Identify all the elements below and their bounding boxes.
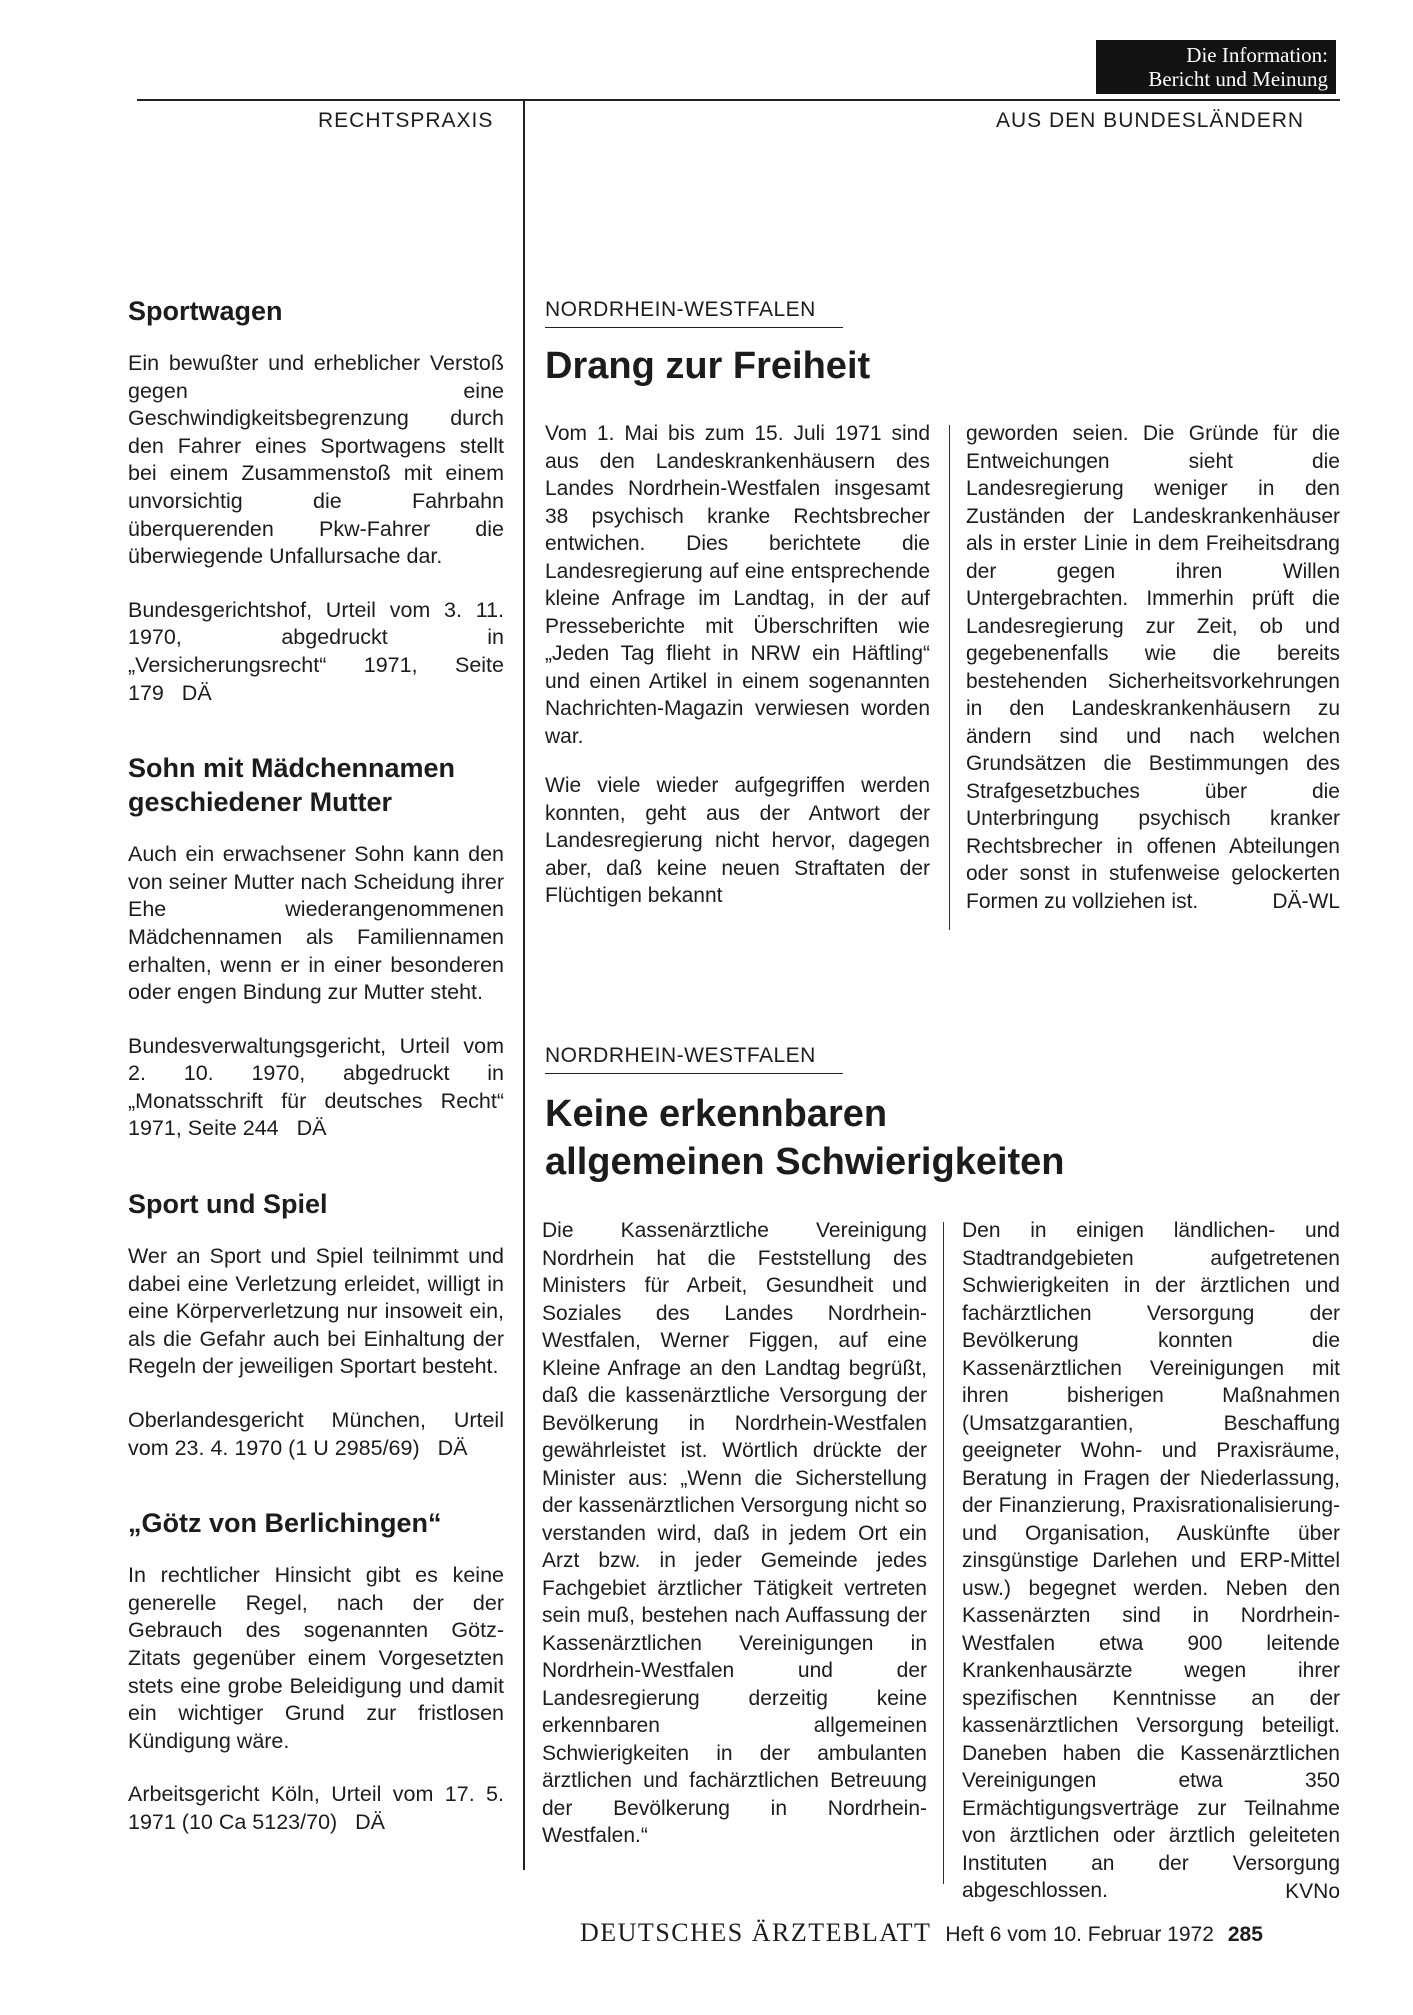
legal-item-citation: Oberlandesgericht München, Urteil vom 23. 4. 1970 (1 U 2985/69) DÄ xyxy=(128,1408,504,1460)
article-2-headline xyxy=(545,1090,1065,1186)
article-1-headline: Drang zur Freiheit xyxy=(545,345,871,387)
top-rule xyxy=(137,99,1340,101)
headline-line: Keine erkennbaren xyxy=(545,1093,888,1135)
badge-line-1: Die Information: xyxy=(1186,43,1328,67)
signature: DÄ xyxy=(437,1435,468,1460)
legal-item xyxy=(128,294,504,707)
left-column xyxy=(128,294,504,1837)
legal-item-heading: Sohn mit Mädchennamen geschiedener Mutter xyxy=(128,753,456,818)
signature: DÄ-WL xyxy=(1272,890,1340,913)
article-2-paragraph: Die Kassenärztliche Vereinigung Nordrhein hat die Feststellung des Ministers für Arbeit, Gesundheit und Soziales des Landes Nordrhein-Westfalen, Werner Figgen, auf eine Kleine Anfrage an den Landtag begrüßt, daß die kassenärztliche Versorgung der Bevölkerung in Nordrhein-Westfalen gewährleistet ist. Wörtlich drückte der Minister aus: „Wenn die Sicherstellung der kassenärztlichen Versorgung nicht so verstanden wird, daß in jedem Ort ein Arzt bzw. in jeder Gemeinde jedes Fachgebiet ärztlicher Tätigkeit vertreten sein muß, bestehen nach Auffassung der Kassenärztlichen Vereinigungen in Nordrhein-Westfalen und der Landesregierung derzeitig keine erkennbaren allgemeinen Schwierigkeiten in der ambulanten ärztlichen und fachärztlichen Betreuung der Bevölkerung in Nordrhein-Westfalen.“ xyxy=(542,1219,927,1847)
article-1-column-rule xyxy=(949,425,950,930)
page-number: 285 xyxy=(1227,1923,1263,1946)
legal-item xyxy=(128,1506,504,1836)
legal-item-body: Ein bewußter und erheblicher Verstoß gegen eine Geschwindigkeitsbegrenzung durch den Fahrer eines Sportwagens stellt bei einem Zusammenstoß mit einem unvorsichtig die Fahrbahn überquerenden Pkw-Fahrer die überwiegende Unfallursache dar. xyxy=(128,351,504,569)
article-1-column-2 xyxy=(966,420,1340,916)
legal-item-body: In rechtlicher Hinsicht gibt es keine generelle Regel, nach der der Gebrauch des sogenannten Götz-Zitats gegenüber einem Vorgesetzten stets eine grobe Beleidigung und damit ein wichtiger Grund zur fristlosen Kündigung wäre. xyxy=(128,1563,504,1753)
legal-item-citation: Bundesgerichtshof, Urteil vom 3. 11. 1970, abgedruckt in „Versicherungsrecht“ 1971, Seite 179 DÄ xyxy=(128,597,504,705)
article-1-paragraph: Vom 1. Mai bis zum 15. Juli 1971 sind aus den Landeskrankenhäusern des Landes Nordrhein-Westfalen insgesamt 38 psychisch kranke Rechtsbrecher entwichen. Dies berichtete die Landesregierung auf eine entsprechende kleine Anfrage im Landtag, in der auf Presseberichte mit Überschriften wie „Jeden Tag flieht in NRW ein Häftling“ und einen Artikel in einem sogenannten Nachrichten-Magazin verwiesen worden war. xyxy=(545,422,930,748)
page-footer xyxy=(580,1918,1340,1948)
journal-name: DEUTSCHES ÄRZTEBLATT xyxy=(580,1918,932,1947)
legal-item-body: Auch ein erwachsener Sohn kann den von seiner Mutter nach Scheidung ihrer Ehe wiederangenommenen Mädchennamen als Familiennamen erhalten, wenn er in einer besonderen oder engen Bindung zur Mutter steht. xyxy=(128,842,504,1005)
article-1-kicker: NORDRHEIN-WESTFALEN xyxy=(545,298,843,328)
legal-item-citation: Bundesverwaltungsgericht, Urteil vom 2. 10. 1970, abgedruckt in „Monatsschrift für deutsches Recht“ 1971, Seite 244 DÄ xyxy=(128,1033,504,1141)
legal-item-body: Wer an Sport und Spiel teilnimmt und dabei eine Verletzung erleidet, willigt in eine Körperverletzung nur insoweit ein, als die Gefahr auch bei Einhaltung der Regeln der jeweiligen Sportart besteht. xyxy=(128,1244,504,1379)
article-1-column-1 xyxy=(545,420,930,910)
signature: DÄ xyxy=(181,680,212,705)
article-1-paragraph: geworden seien. Die Gründe für die Entweichungen sieht die Landesregierung weniger in den Zuständen der Landeskrankenhäuser als in erster Linie in dem Freiheitsdrang der gegen ihren Willen Untergebrachten. Immerhin prüft die Landesregierung zur Zeit, ob und gegebenenfalls wie die bereits bestehenden Sicherheitsvorkehrungen in den Landeskrankenhäusern zu ändern sind und nach welchen Grundsätzen die Bestimmungen des Strafgesetzbuches über die Unterbringung psychisch kranker Rechtsbrecher in offenen Abteilungen oder sonst in stufenweise gelockerten Formen zu vollziehen ist. xyxy=(966,422,1340,913)
article-2-column-2 xyxy=(962,1217,1340,1905)
article-2-column-rule xyxy=(943,1222,944,1884)
signature: KVNo xyxy=(1285,1879,1340,1903)
article-2-paragraph: Den in einigen ländlichen- und Stadtrandgebieten aufgetretenen Schwierigkeiten in der ärztlichen und fachärztlichen Versorgung der Bevölkerung konnten die Kassenärztlichen Vereinigungen mit ihren bisherigen Maßnahmen (Umsatzgarantien, Beschaffung geeigneter Wohn- und Praxisräume, Beratung in Fragen der Niederlassung, der Finanzierung, Praxisrationalisierung- und Organisation, Auskünfte über zinsgünstige Darlehen und ERP-Mittel usw.) begegnet werden. Neben den Kassenärzten sind in Nordrhein-Westfalen etwa 900 leitende Krankenhausärzte wegen ihrer spezifischen Kenntnisse an der kassenärztlichen Versorgung beteiligt. Daneben haben die Kassenärztlichen Vereinigungen etwa 350 Ermächtigungsverträge zur Teilnahme von ärztlichen oder ärztlich geleiteten Instituten an der Versorgung abgeschlossen. xyxy=(962,1219,1340,1902)
right-section-label: AUS DEN BUNDESLÄNDERN xyxy=(996,109,1305,132)
article-1-paragraph: Wie viele wieder aufgegriffen werden konnten, geht aus der Antwort der Landesregierung nicht hervor, dagegen aber, daß keine neuen Straftaten der Flüchtigen bekannt xyxy=(545,774,930,907)
headline-line: allgemeinen Schwierigkeiten xyxy=(545,1141,1065,1183)
legal-item-heading: Sport und Spiel xyxy=(128,1189,328,1220)
signature: DÄ xyxy=(296,1116,327,1141)
article-2-kicker: NORDRHEIN-WESTFALEN xyxy=(545,1044,843,1074)
badge-line-2: Bericht und Meinung xyxy=(1148,67,1328,91)
legal-item-heading: „Götz von Berlichingen“ xyxy=(128,1508,442,1539)
legal-item-citation: Arbeitsgericht Köln, Urteil vom 17. 5. 1971 (10 Ca 5123/70) DÄ xyxy=(128,1782,504,1834)
column-divider xyxy=(523,100,525,1870)
section-badge xyxy=(1096,40,1336,94)
signature: DÄ xyxy=(355,1809,385,1834)
left-section-label: RECHTSPRAXIS xyxy=(318,109,494,132)
legal-item xyxy=(128,1187,504,1462)
legal-item-heading: Sportwagen xyxy=(128,296,283,326)
issue-info: Heft 6 vom 10. Februar 1972 xyxy=(945,1923,1214,1946)
article-2-column-1 xyxy=(542,1217,927,1850)
legal-item xyxy=(128,751,504,1143)
